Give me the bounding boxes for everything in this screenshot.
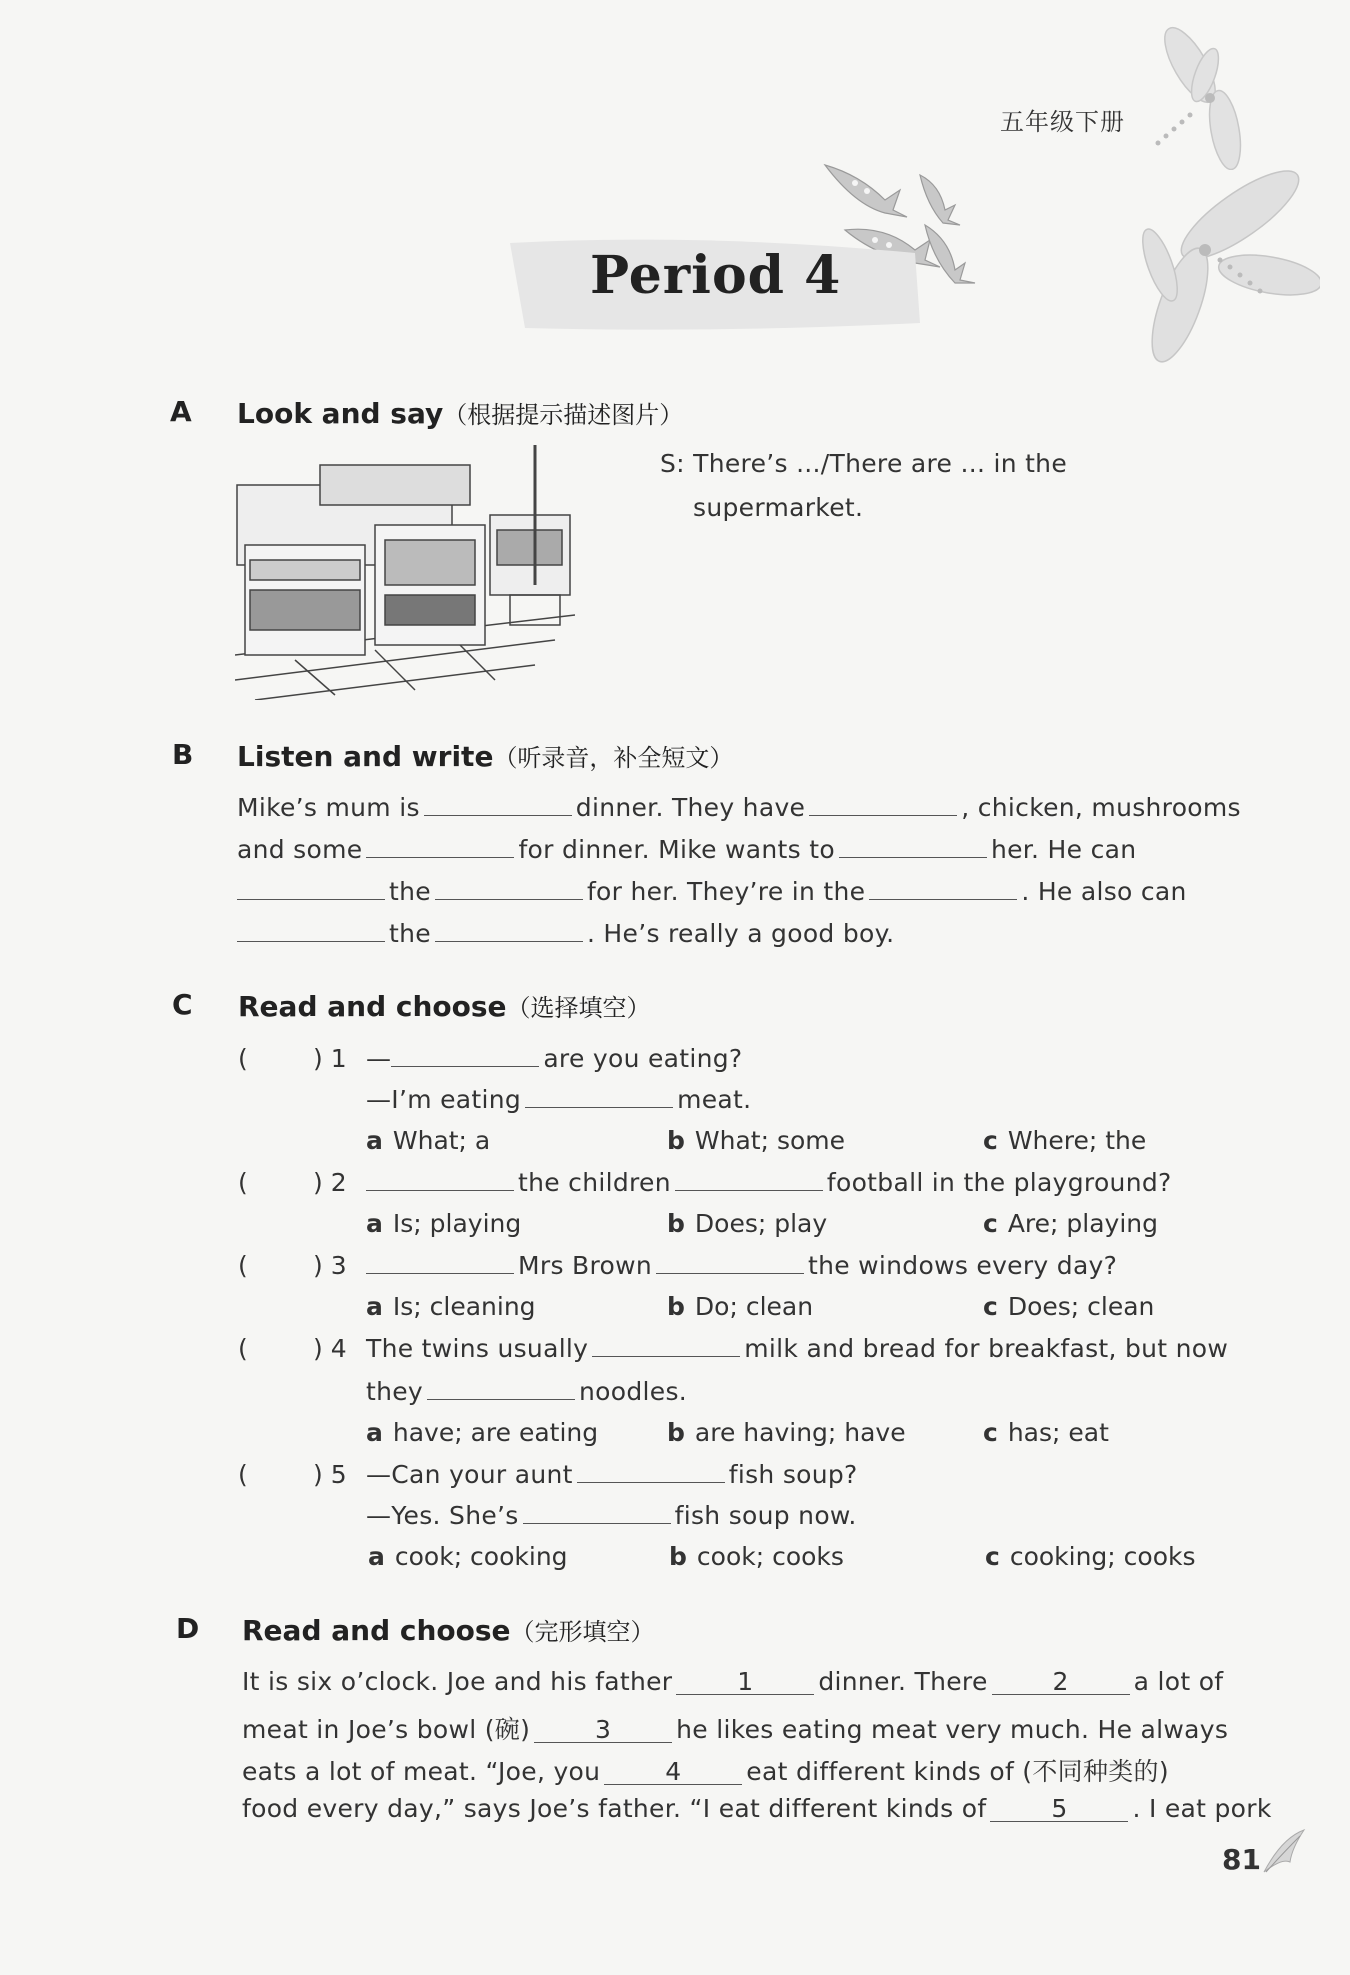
q1-line2: —I’m eating meat. (366, 1085, 752, 1114)
page-number: 81 (1222, 1843, 1261, 1876)
q1-option-a[interactable]: a What; a (366, 1126, 491, 1155)
section-a-title-cn: （根据提示描述图片） (443, 401, 684, 429)
section-d-line3: eats a lot of meat. “Joe, you 4 eat different kinds of (不同种类的) (242, 1757, 1169, 1786)
section-d-title-en: Read and choose (242, 1614, 511, 1647)
q1-option-c[interactable]: c Where; the (983, 1126, 1147, 1155)
question-number: ) 5 (313, 1460, 347, 1489)
cloze-blank-1[interactable]: 1 (676, 1669, 814, 1695)
blank[interactable] (435, 877, 583, 900)
leaf-icon (1262, 1828, 1306, 1876)
section-b-title-en: Listen and write (237, 740, 494, 773)
dragonfly-right-icon (1140, 155, 1320, 365)
section-a-title (237, 395, 683, 430)
q4-line2: they noodles. (366, 1377, 688, 1406)
q4-option-c[interactable]: c has; eat (983, 1418, 1109, 1447)
blank[interactable] (427, 1377, 575, 1400)
q4-option-b[interactable]: b are having; have (667, 1418, 906, 1447)
q1-line1: — are you eating? (366, 1044, 743, 1073)
section-a-line2: supermarket. (693, 493, 864, 522)
section-a-title-en: Look and say (237, 397, 444, 430)
section-d-title (242, 1612, 655, 1647)
question-number: ) 1 (313, 1044, 347, 1073)
dragonfly-top-icon (1130, 20, 1260, 170)
blank[interactable] (366, 835, 514, 858)
cloze-blank-3[interactable]: 3 (534, 1717, 672, 1743)
blank[interactable] (391, 1044, 539, 1067)
blank[interactable] (237, 877, 385, 900)
section-d-title-cn: （完形填空） (510, 1618, 655, 1646)
blank[interactable] (523, 1501, 671, 1524)
section-d-letter: D (176, 1612, 200, 1645)
q4-option-a[interactable]: a have; are eating (366, 1418, 599, 1447)
q3-option-b[interactable]: b Do; clean (667, 1292, 814, 1321)
answer-paren-open[interactable]: ( (238, 1334, 248, 1363)
section-b-line2: and some for dinner. Mike wants to her. He can (237, 835, 1137, 864)
cloze-blank-5[interactable]: 5 (990, 1796, 1128, 1822)
blank[interactable] (592, 1334, 740, 1357)
section-c-letter: C (172, 988, 193, 1021)
section-d-line2: meat in Joe’s bowl (碗) 3 he likes eating meat very much. He always (242, 1715, 1229, 1744)
q5-line1: —Can your aunt fish soup? (366, 1460, 858, 1489)
blank[interactable] (435, 919, 583, 942)
q2-line1: the children football in the playground? (366, 1168, 1172, 1197)
q2-option-a[interactable]: a Is; playing (366, 1209, 522, 1238)
section-b-letter: B (172, 738, 194, 771)
section-b-line3: the for her. They’re in the . He also can (237, 877, 1187, 906)
cloze-blank-2[interactable]: 2 (992, 1669, 1130, 1695)
cloze-blank-4[interactable]: 4 (604, 1759, 742, 1785)
q3-line1: Mrs Brown the windows every day? (366, 1251, 1117, 1280)
answer-paren-open[interactable]: ( (238, 1460, 248, 1489)
section-a-letter: A (170, 395, 192, 428)
section-c-title-cn: （选择填空） (506, 994, 651, 1022)
answer-paren-open[interactable]: ( (238, 1044, 248, 1073)
section-b-title-cn: （听录音，补全短文） (493, 744, 734, 772)
section-d-line4: food every day,” says Joe’s father. “I eat different kinds of 5 . I eat pork (242, 1794, 1272, 1823)
blank[interactable] (656, 1251, 804, 1274)
q1-option-b[interactable]: b What; some (667, 1126, 846, 1155)
q3-option-a[interactable]: a Is; cleaning (366, 1292, 536, 1321)
blank[interactable] (366, 1168, 514, 1191)
supermarket-illustration (235, 445, 575, 700)
section-b-line4: the . He’s really a good boy. (237, 919, 894, 948)
q5-line2: —Yes. She’s fish soup now. (366, 1501, 857, 1530)
section-b-title (237, 738, 733, 773)
section-d-line1: It is six o’clock. Joe and his father 1 dinner. There 2 a lot of (242, 1667, 1224, 1696)
answer-paren-open[interactable]: ( (238, 1168, 248, 1197)
blank[interactable] (424, 793, 572, 816)
section-b-line1: Mike’s mum is dinner. They have , chicken, mushrooms (237, 793, 1241, 822)
q3-option-c[interactable]: c Does; clean (983, 1292, 1155, 1321)
section-a-line1: S: There’s .../There are ... in the (660, 449, 1068, 478)
page-title: Period 4 (590, 245, 842, 306)
section-c-title (238, 988, 651, 1023)
question-number: ) 2 (313, 1168, 347, 1197)
q4-line1: The twins usually milk and bread for breakfast, but now (366, 1334, 1229, 1363)
q5-option-a[interactable]: a cook; cooking (368, 1542, 568, 1571)
blank[interactable] (525, 1085, 673, 1108)
question-number: ) 3 (313, 1251, 347, 1280)
blank[interactable] (869, 877, 1017, 900)
q2-option-c[interactable]: c Are; playing (983, 1209, 1158, 1238)
q2-option-b[interactable]: b Does; play (667, 1209, 828, 1238)
blank[interactable] (237, 919, 385, 942)
blank[interactable] (675, 1168, 823, 1191)
blank[interactable] (577, 1460, 725, 1483)
blank[interactable] (839, 835, 987, 858)
question-number: ) 4 (313, 1334, 347, 1363)
q5-option-c[interactable]: c cooking; cooks (985, 1542, 1196, 1571)
section-c-title-en: Read and choose (238, 990, 507, 1023)
blank[interactable] (366, 1251, 514, 1274)
answer-paren-open[interactable]: ( (238, 1251, 248, 1280)
grade-label: 五年级下册 (1000, 108, 1125, 136)
blank[interactable] (809, 793, 957, 816)
q5-option-b[interactable]: b cook; cooks (669, 1542, 844, 1571)
